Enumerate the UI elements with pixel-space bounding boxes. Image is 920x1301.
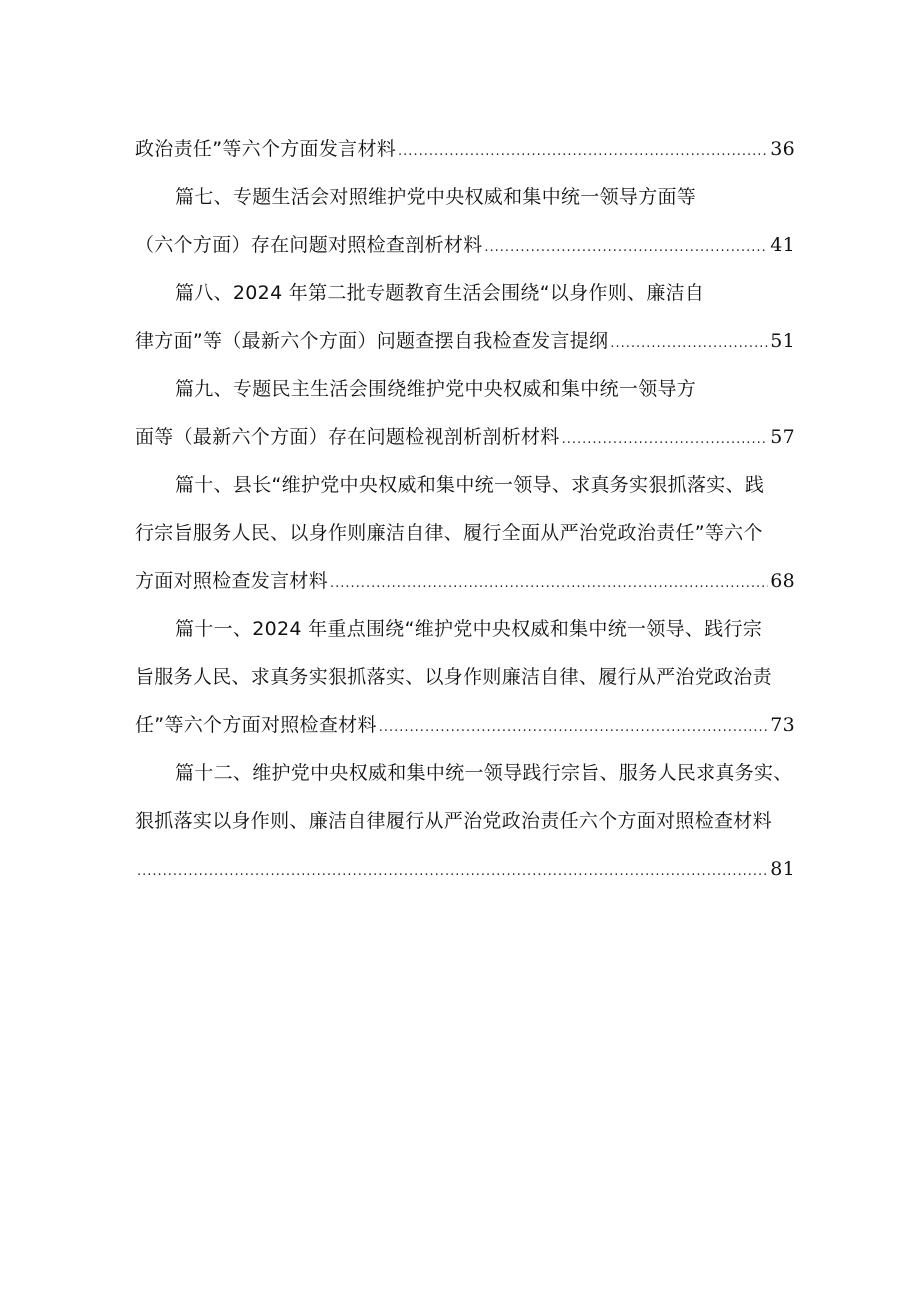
toc-entry-line[interactable] (135, 461, 795, 509)
toc-entry-68[interactable] (135, 557, 795, 605)
toc-page-number: 41 (770, 234, 795, 256)
toc-entry-line[interactable] (135, 653, 795, 701)
toc-entry-text: 篇八、2024 年第二批专题教育生活会围绕“以身作则、廉洁自 (175, 282, 705, 304)
dot-leader (137, 848, 768, 896)
toc-page-number: 81 (770, 858, 795, 880)
toc-entry-text: 篇七、专题生活会对照维护党中央权威和集中统一领导方面等 (175, 186, 697, 208)
toc-page-number: 36 (770, 138, 795, 160)
toc-entry-line[interactable] (135, 509, 795, 557)
toc-entry-text: 任”等六个方面对照检查材料 (135, 714, 377, 736)
table-of-contents (135, 125, 795, 893)
toc-entry-57[interactable] (135, 413, 795, 461)
toc-entry-line[interactable] (135, 269, 795, 317)
toc-entry-line[interactable] (135, 749, 795, 797)
toc-entry-text: 方面对照检查发言材料 (135, 570, 329, 592)
toc-page-number: 68 (770, 570, 795, 592)
dot-leader (562, 416, 769, 464)
dot-leader (398, 128, 768, 176)
toc-entry-41[interactable] (135, 221, 795, 269)
toc-entry-line[interactable] (135, 797, 795, 845)
toc-entry-text: 旨服务人民、求真务实狠抓落实、以身作则廉洁自律、履行从严治党政治责 (135, 666, 772, 688)
toc-entry-text: 政治责任”等六个方面发言材料 (135, 138, 397, 160)
dot-leader (330, 560, 768, 608)
toc-entry-text: （六个方面）存在问题对照检查剖析材料 (135, 234, 483, 256)
toc-entry-81[interactable] (135, 845, 795, 893)
toc-entry-text: 面等（最新六个方面）存在问题检视剖析剖析材料 (135, 426, 560, 448)
toc-entry-73[interactable] (135, 701, 795, 749)
toc-entry-line[interactable] (135, 605, 795, 653)
toc-entry-text: 篇十、县长“维护党中央权威和集中统一领导、求真务实狠抓落实、践 (175, 474, 765, 496)
dot-leader (379, 704, 768, 752)
toc-entry-text: 律方面”等（最新六个方面）问题查摆自我检查发言提纲 (135, 330, 609, 352)
toc-entry-text: 篇十一、2024 年重点围绕“维护党中央权威和集中统一领导、践行宗 (175, 618, 763, 640)
toc-entry-line[interactable] (135, 365, 795, 413)
dot-leader (610, 320, 768, 368)
toc-entry-text: 篇九、专题民主生活会围绕维护党中央权威和集中统一领导方 (175, 378, 697, 400)
toc-entry-51[interactable] (135, 317, 795, 365)
dot-leader (484, 224, 768, 272)
toc-entry-text: 狠抓落实以身作则、廉洁自律履行从严治党政治责任六个方面对照检查材料 (135, 810, 772, 832)
toc-page-number: 73 (770, 714, 795, 736)
toc-entry-36[interactable] (135, 125, 795, 173)
toc-entry-text: 行宗旨服务人民、以身作则廉洁自律、履行全面从严治党政治责任”等六个 (135, 522, 763, 544)
toc-page-number: 51 (770, 330, 795, 352)
toc-entry-line[interactable] (135, 173, 795, 221)
toc-entry-text: 篇十二、维护党中央权威和集中统一领导践行宗旨、服务人民求真务实、 (175, 762, 793, 784)
toc-page-number: 57 (770, 426, 795, 448)
